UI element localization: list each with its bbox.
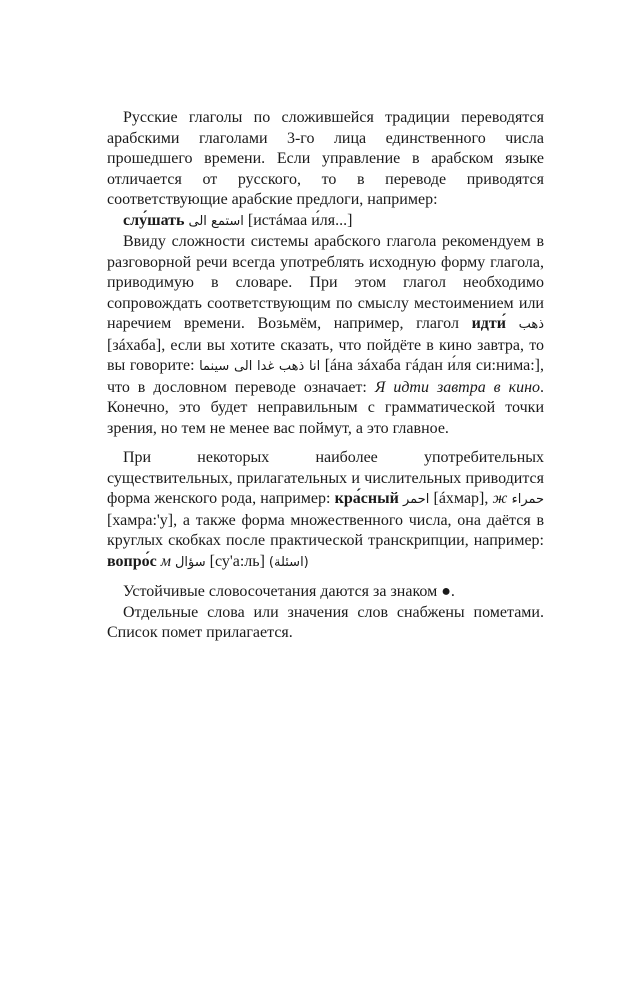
paragraph-gender: При некоторых наиболее употребительных существительных, прилагательных и числительных приводится форма женского рода, например: кра́сный احمر [áхмар], ж حمراء [хамра:'у], а также форма множественного числа, она даётся в круглых скобках после практической транскрипции, например: вопро́с м سؤال [су'а:ль] (اسئلة) [107, 449, 545, 570]
arabic-text: استمع الى [188, 213, 244, 229]
gender-mark: ж [492, 490, 508, 507]
headword-idti: идти́ [471, 315, 506, 332]
headword-krasny: кра́сный [334, 490, 399, 507]
italic-example: Я идти завтра в кино [374, 378, 541, 396]
arabic-text: (اسئلة) [268, 554, 309, 570]
paragraph-phrases: Устойчивые словосочетания даются за знаком ●. [123, 583, 455, 600]
paragraph-intro: Русские глаголы по сложившейся традиции переводятся арабскими глаголами 3-го лица единственного числа прошедшего времени. Если управление в арабском языке отличается от русского, то в переводе приводятся соответствующие арабские предлоги, например: [107, 109, 544, 208]
headword-vopros: вопро́с [107, 552, 157, 570]
paragraph-verbs: Ввиду сложности системы арабского глагола рекомендуем в разговорной речи всегда употреблять исходную форму глагола, приводимую в словаре. При этом глагол необходимо сопровождать соответствующим по смыслу местоимением или наречием времени. Возьмём, например, глагол идти́ ذهب [зáхаба], если вы хотите сказать, что пойдёте в кино завтра, то вы говорите: انا ذهب غدا الى سينما [áна зáхаба гáдан и́ля си:нима:], что в дословном переводе означает: Я идти завтра в кино. Конечно, это будет неправильным с грамматической точки зрения, но тем не менее вас поймут, а это главное. [107, 233, 545, 437]
arabic-text: سؤال [174, 554, 206, 570]
example-word: слу́шать [123, 211, 185, 229]
page-body [107, 108, 544, 644]
arabic-text: ذهب [518, 317, 544, 332]
transliteration: [истáмаа и́ля...] [247, 211, 353, 229]
arabic-text: انا ذهب غدا الى سينما [199, 359, 321, 374]
example-line [107, 211, 544, 233]
arabic-text: احمر [402, 492, 430, 507]
arabic-text: حمراء [511, 492, 545, 507]
paragraph-marks: Отдельные слова или значения слов снабжены пометами. Список помет прилагается. [107, 603, 544, 641]
gender-mark: м [160, 552, 171, 570]
